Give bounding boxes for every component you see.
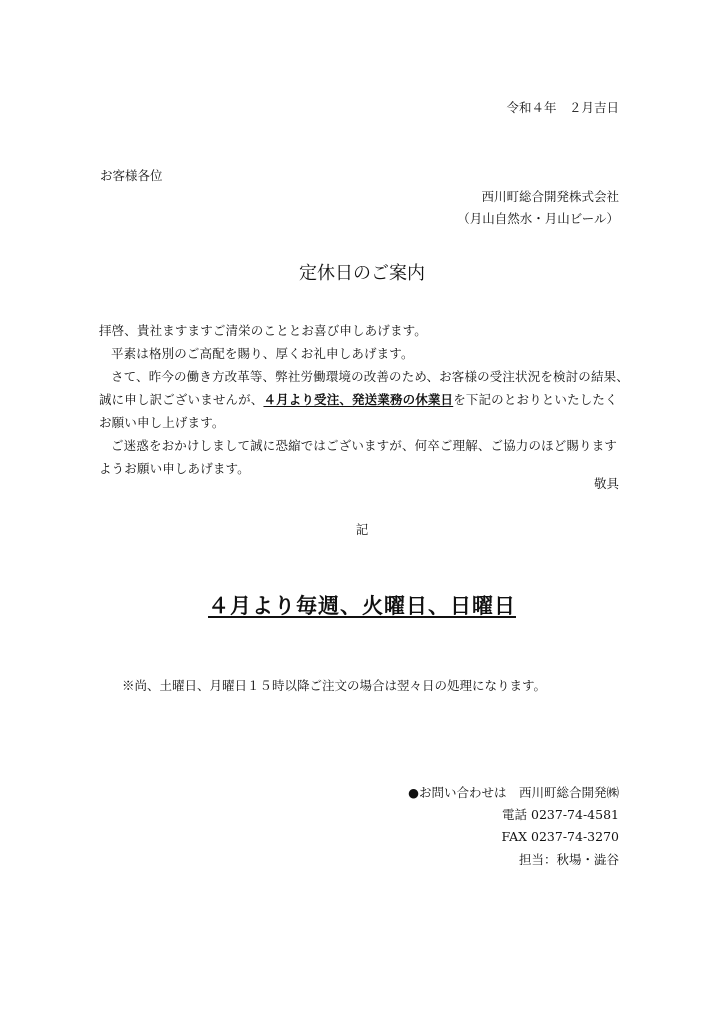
closing-keigu: 敬具: [593, 476, 619, 491]
order-note: ※尚、土曜日、月曜日１５時以降ご注文の場合は翌々日の処理になります。: [122, 678, 547, 693]
body-line: お願い申し上げます。: [99, 415, 225, 430]
sender-company-products: （月山自然水・月山ビール）: [457, 211, 619, 226]
body-text: 誠に申し訳ございませんが、: [99, 392, 264, 407]
closure-notice-emphasis: ４月より受注、発送業務の休業日: [263, 392, 454, 407]
ki-marker: 記: [355, 522, 369, 537]
document-date: 令和４年 ２月吉日: [506, 100, 619, 115]
contact-label: ●お問い合わせは 西川町総合開発㈱: [408, 785, 619, 800]
body-line: さて、昨今の働き方改革等、弊社労働環境の改善のため、お客様の受注状況を検討の結果、: [111, 369, 629, 384]
letter-body: [99, 319, 629, 480]
contact-staff: 担当：秋場・澁谷: [518, 852, 619, 867]
sender-company: 西川町総合開発株式会社: [481, 189, 619, 204]
contact-fax: FAX 0237-74-3270: [501, 829, 619, 844]
addressee: お客様各位: [100, 168, 163, 183]
document-title: 定休日のご案内: [299, 263, 425, 284]
contact-phone: 電話 0237-74-4581: [502, 807, 619, 822]
body-line: ようお願い申しあげます。: [99, 461, 250, 476]
body-line-emphasis: [99, 388, 625, 411]
closed-days-headline: ４月より毎週、火曜日、日曜日: [208, 594, 516, 618]
body-text: を下記のとおりといたしたく: [453, 392, 618, 407]
body-line: 拝啓、貴社ますますご清栄のこととお喜び申しあげます。: [99, 323, 427, 338]
body-line: 平素は格別のご高配を賜り、厚くお礼申しあげます。: [111, 346, 414, 361]
body-line: ご迷惑をおかけしまして誠に恐縮ではございますが、何卒ご理解、ご協力のほど賜ります: [111, 438, 618, 453]
